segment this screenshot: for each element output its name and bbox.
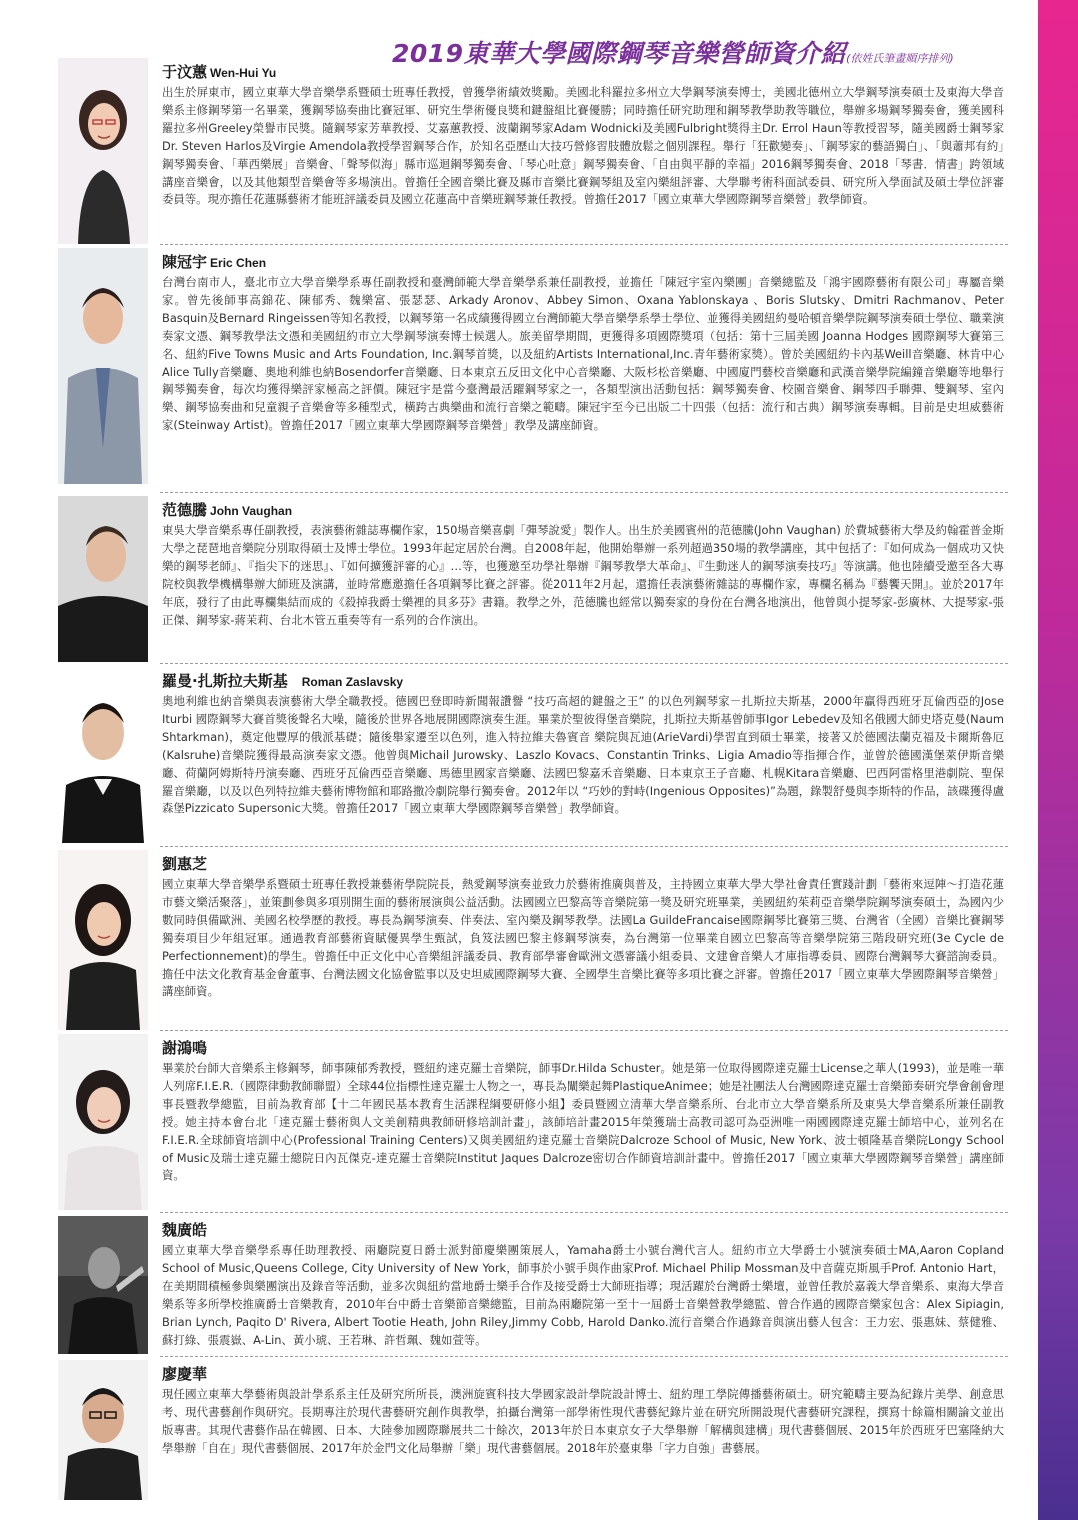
teacher-entry [58, 667, 1008, 843]
page-title-main: 2019東華大學國際鋼琴音樂營師資介紹 [392, 39, 847, 68]
teacher-name-en: Eric Chen [210, 256, 267, 270]
teacher-photo [58, 850, 148, 1030]
divider [160, 663, 1008, 664]
divider [160, 492, 1008, 493]
teacher-bio: 現任國立東華大學藝術與設計學系系主任及研究所所長，澳洲旋賓科技大學國家設計學院設計博士、紐約理工學院傳播藝術碩士。研究範疇主要為紀錄片美學、創意思考、現代書藝創作與研究。長期專注於現代書藝研究創作與教學，拍攝台灣第一部學術性現代書藝紀錄片並在研究所開設現代書藝研究課程，撰寫十餘篇相關論文並出版專書。其現代書藝作品在韓國、日本、大陸參加國際聯展共二十餘次，2013年於日本東京女子大學舉辦「解構與建構」現代書藝個展、2015年於西班牙巴塞隆納大學舉辦「自在」現代書藝個展、2017年於金門文化局舉辦「樂」現代書藝個展。2018年於臺東舉「字力自強」書藝展。 [162, 1387, 1004, 1455]
teacher-bio: 畢業於台師大音樂系主修鋼琴，師事陳郁秀教授，暨紐約達克羅士音樂院，師事Dr.Hilda Schuster。她是第一位取得國際達克羅士License之華人(1993)，並是唯一華人列席F.I.E.R.（國際律動教師聯盟）全球44位指標性達克羅士人物之一，專長為闡樂起舞PlastiqueAnimee；她是社團法人台灣國際達克羅士音樂節奏研究學會創會理事長暨教學總監，目前為教育部【十二年國民基本教育生活課程綱要研修小組】委員暨國立清華大學音樂系所、台北市立大學音樂系所及東吳大學音樂系所兼任副教授。她主持本會台北「達克羅士藝術與人文美創精典教師研修培訓計畫」，該師培計畫2015年榮獲瑞士高教司認可為亞洲唯一兩國國際達克羅士師培中心，並列名在F.I.E.R.全球師資培訓中心(Professional Training Centers)又與美國紐約達克羅士音樂院Dalcroze School of Music, New York、波士頓隆基音樂院Longy School of Music及瑞士達克羅士總院日內瓦傑克-達克羅士音樂院Institut Jaques Dalcroze密切合作師資培訓計畫中。曾擔任2017「國立東華大學國際鋼琴音樂營」講座師資。 [162, 1061, 1004, 1183]
teacher-bio: 國立東華大學音樂學系專任助理教授、兩廳院夏日爵士派對節慶樂團策展人，Yamaha爵士小號台灣代言人。紐約市立大學爵士小號演奏碩士MA,Aaron Copland School of Music,Queens College, City University of New York，師事於小號手與作曲家Prof. Michael Philip Mossman及中音薩克斯風手Prof. Antonio Hart，在美期間積極參與樂團演出及錄音等活動，並多次與紐約當地爵士樂手合作及接受爵士大師班指導；現活躍於台灣爵士樂壇，並曾任教於嘉義大學音樂系、東海大學音樂系等多所學校推廣爵士音樂教育，2010年台中爵士音樂節音樂總監，目前為兩廳院第一至十一屆爵士音樂營教學總監、曾合作過的國際音樂家包含：Alex Sipiagin, Brian Lynch, Paqito D' Rivera, Albert Tootie Heath, John Riley,Jimmy Cobb, Harold Danko.流行音樂合作過錄音與演出藝人包含：王力宏、張惠妹、蔡健雅、蘇打綠、張震嶽、A-Lin、黃小琥、王若琳、許哲珮、魏如萱等。 [162, 1243, 1004, 1347]
teacher-entry [58, 58, 1008, 244]
teacher-bio: 出生於屏東市，國立東華大學音樂學系暨碩士班專任教授，曾獲學術績效獎勵。美國北科羅拉多州立大學鋼琴演奏博士，美國北德州立大學鋼琴演奏碩士及東海大學音樂系主修鋼琴第一名畢業，獲鋼琴協奏曲比賽冠軍、研究生學術優良獎和鍵盤組比賽優勝；同時擔任研究助理和鋼琴教學助教等職位，舉辦多場鋼琴獨奏會，獲美國科羅拉多州Greeley榮譽市民獎。隨鋼琴家芳華教授、艾嘉蕙教授、波蘭鋼琴家Adam Wodnicki及美國Fulbright獎得主Dr. Errol Haun等教授習琴，隨美國爵士鋼琴家Dr. Steven Harlos及Virgie Amendola教授學習鋼琴合作，於知名亞歷山大技巧營修習肢體放鬆之個別課程。舉行「狂歡變奏」、「鋼琴家的藝語獨白」、「與蕭邦有約」鋼琴獨奏會、「華西樂展」音樂會、「聲琴似海」縣市巡迴鋼琴獨奏會、「琴心吐意」鋼琴獨奏會、「自由與平靜的幸福」2016鋼琴獨奏會、2018「琴書．情書」跨領域講座音樂會，以及其他類型音樂會等多場演出。曾擔任全國音樂比賽及縣市音樂比賽鋼琴組及室內樂組評審、大學聯考術科面試委員、研究所入學面試及碩士學位評審委員等。現亦擔任花蓮縣藝術才能班評議委員及國立花蓮高中音樂班鋼琴兼任教授。曾擔任2017「國立東華大學國際鋼琴音樂營」教學師資。 [162, 85, 1004, 207]
teacher-name: 羅曼·扎斯拉夫斯基 [162, 672, 288, 690]
teacher-entry [58, 1216, 1008, 1354]
teacher-name-en: Wen-Hui Yu [210, 66, 277, 80]
teacher-name: 謝鴻鳴 [162, 1039, 208, 1057]
teacher-entry [58, 496, 1008, 662]
divider [160, 846, 1008, 847]
teacher-name: 劉惠芝 [162, 855, 208, 873]
teacher-bio: 國立東華大學音樂學系暨碩士班專任教授兼藝術學院院長，熱愛鋼琴演奏並致力於藝術推廣與普及，主持國立東華大學大學社會責任實踐計劃「藝術來逗陣～打造花蓮市藝文樂活聚落」，並策劃參與多項別開生面的藝術展演與公益活動。法國國立巴黎高等音樂院第一獎及研究班畢業，美國紐約茱莉亞音樂學院鋼琴演奏碩士，為國內少數同時俱備歐洲、美國名校學歷的教授。專長為鋼琴演奏、伴奏法、室內樂及鋼琴教學。法國La GuildeFrancaise國際鋼琴比賽第三獎、台灣省（全國）音樂比賽鋼琴獨奏項目少年組冠軍。通過教育部藝術資賦優異學生甄試，負笈法國巴黎主修鋼琴演奏，為台灣第一位畢業自國立巴黎高等音樂學院第三階段研究班(3e Cycle de Perfectionnement)的學生。曾擔任中正文化中心音樂組評議委員、教育部學審會歐洲文憑審議小組委員、文建會音樂人才庫指導委員、國際台灣鋼琴大賽諮詢委員。擔任中法文化教育基金會董事、台灣法國文化協會監事以及史坦威國際鋼琴大賽、全國學生音樂比賽等多項比賽之評審。曾擔任2017「國立東華大學國際鋼琴音樂營」講座師資。 [162, 877, 1004, 999]
teacher-photo [58, 1360, 148, 1500]
teacher-name: 于汶蕙 [162, 63, 208, 81]
divider [160, 244, 1008, 245]
teacher-name: 陳冠宇 [162, 253, 208, 271]
teacher-entry [58, 248, 1008, 484]
teacher-photo [58, 1216, 148, 1354]
teacher-name: 廖慶華 [162, 1365, 208, 1383]
teacher-entry [58, 1360, 1008, 1500]
teacher-name-en: John Vaughan [210, 504, 293, 518]
teacher-bio: 台灣台南市人，臺北市立大學音樂學系專任副教授和臺灣師範大學音樂學系兼任副教授，並擔任「陳冠宇室內樂團」音樂總監及「鴻宇國際藝術有限公司」專屬音樂家。曾先後師事高錦花、陳郁秀、魏樂富、張瑟瑟、Arkady Aronov、Abbey Simon、Oxana Yablonskaya 、Boris Slutsky、Dmitri Rachmanov、Peter Basquin及Bernard Ringeissen等知名教授，以鋼琴第一名成績獲得國立台灣師範大學音樂學系學士學位、並獲得美國紐約曼哈頓音樂學院鋼琴演奏碩士學位、職業演奏家文憑、鋼琴教學法文憑和美國紐約市立大學鋼琴演奏博士候選人。旅美留學期間，更獲得多項國際獎項（包括：第十三屆美國 Joanna Hodges 國際鋼琴大賽第三名、紐約Five Towns Music and Arts Foundation, Inc.鋼琴首獎，以及紐約Artists International,Inc.青年藝術家獎）。曾於美國紐約卡內基Weill音樂廳、林肯中心Alice Tully音樂廳、奧地利維也納Bosendorfer音樂廳、日本東京五反田文化中心音樂廳、大阪杉松音樂廳、中國廈門藝校音樂廳和武漢音樂學院編鐘音樂廳等地舉行鋼琴獨奏會，每次均獲得樂評家極高之評價。陳冠宇是當今臺灣最活躍鋼琴家之一，各類型演出活動包括：鋼琴獨奏會、校園音樂會、鋼琴四手聯彈、雙鋼琴、室內樂、鋼琴協奏曲和兒童親子音樂會等多種型式，橫跨古典樂曲和流行音樂之範疇。陳冠宇至今已出版二十四張（包括：流行和古典）鋼琴演奏專輯。目前是史坦威藝術家(Steinway Artist)。曾擔任2017「國立東華大學國際鋼琴音樂營」教學及講座師資。 [162, 275, 1004, 433]
teacher-bio: 奧地利維也納音樂與表演藝術大學全職教授。德國巴登即時新聞報讚譽 “技巧高超的鍵盤之王” 的以色列鋼琴家－扎斯拉夫斯基，2000年贏得西班牙瓦倫西亞的Jose Iturbi 國際鋼琴大賽首獎後聲名大噪，隨後於世界各地展開國際演奏生涯。畢業於聖彼得堡音樂院，扎斯拉夫斯基曾師事Igor Lebedev及知名俄國大師史塔克曼(Naum Shtarkman)，奠定他豐厚的俄派基礎；隨後舉家遷至以色列，進入特拉維夫魯賓音 樂院與瓦迪(ArieVardi)學習直到碩士畢業，接著又於德國法蘭克福及卡爾斯魯厄(Kalsruhe)音樂院獲得最高演奏家文憑。他曾與Michail Jurowsky、Laszlo Kovacs、Constantin Trinks、Ligia Amadio等指揮合作，並曾於德國漢堡萊伊斯音樂廳、荷蘭阿姆斯特丹演奏廳、西班牙瓦倫西亞音樂廳、馬德里國家音樂廳、法國巴黎嘉禾音樂廳、日本東京王子音廳、札幌Kitara音樂廳、巴西阿雷格里港劇院、聖保羅音樂廳，以及以色列特拉維夫藝術博物館和耶路撒冷劇院舉行獨奏會。2012年以 “巧妙的對峙(Ingenious Opposites)”為題，錄製舒曼與李斯特的作品，該碟獲得盧森堡Pizzicato Supersonic大獎。曾擔任2017「國立東華大學國際鋼琴音樂營」教學師資。 [162, 694, 1004, 816]
divider [160, 1212, 1008, 1213]
teacher-photo [58, 667, 148, 843]
divider [160, 1356, 1008, 1357]
teacher-photo [58, 248, 148, 484]
teacher-photo [58, 58, 148, 244]
teacher-entry [58, 850, 1008, 1030]
divider [160, 1030, 1008, 1031]
teacher-photo [58, 1034, 148, 1210]
teacher-name-en: Roman Zaslavsky [301, 675, 404, 689]
teacher-photo [58, 496, 148, 662]
teacher-bio: 東吳大學音樂系專任副教授，表演藝術雜誌專欄作家，150場音樂喜劇「彈琴說愛」製作人。出生於美國賓州的范德騰(John Vaughan) 於費城藝術大學及約翰霍普金斯大學之琵琶地音樂院分別取得碩士及博士學位。1993年起定居於台灣。自2008年起，他開始舉辦一系列超過350場的教學講座，其中包括了：『如何成為一個成功又快樂的鋼琴老師』、『指尖下的迷思』、『如何擴獲評審的心』…等，也獲邀至功學社舉辦『鋼琴教學大革命』、『生動迷人的鋼琴演奏技巧』等演講。他也陸續受邀至各大專院校與教學機構舉辦大師班及演講，並時常應邀擔任各項鋼琴比賽之評審。從2011年2月起，還擔任表演藝術雜誌的專欄作家，專欄名稱為『藝饗天開』。並於2017年年底，發行了由此專欄集結而成的《殺掉我爵士樂裡的貝多芬》書籍。教學之外，范德騰也經常以獨奏家的身份在台灣各地演出，他曾與小提琴家-彭廣林、大提琴家-張正傑、鋼琴家-蔣茉莉、台北木管五重奏等有一系列的合作演出。 [162, 523, 1004, 627]
teacher-name: 魏廣皓 [162, 1221, 208, 1239]
decorative-sidebar [1038, 0, 1078, 1520]
teacher-entry [58, 1034, 1008, 1210]
teacher-name: 范德騰 [162, 501, 208, 519]
page-title-note: (依姓氏筆畫順序排列) [846, 52, 954, 65]
